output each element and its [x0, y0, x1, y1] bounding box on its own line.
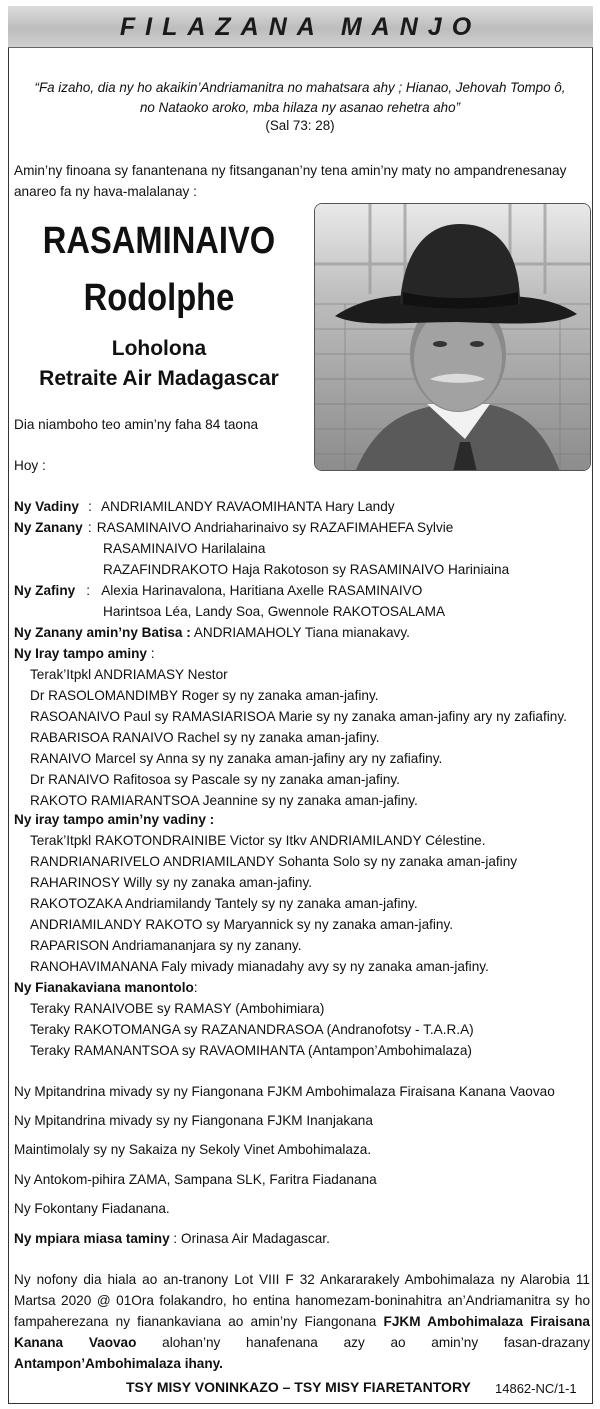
iray-aminy-item: RANAIVO Marcel sy Anna sy ny zanaka aman-jafiny ary ny zafiafiny. [30, 751, 443, 766]
iray-vadiny-item: RAKOTOZAKA Andriamilandy Tantely sy ny zanaka aman-jafiny. [30, 896, 418, 911]
portrait-illustration [315, 204, 591, 471]
mpiara-row: Ny mpiara miasa taminy : Orinasa Air Madagascar. [14, 1231, 330, 1246]
iray-aminy-item: Terak’Itpkl ANDRIAMASY Nestor [30, 667, 228, 682]
batisa-value: ANDRIAMAHOLY Tiana mianakavy. [193, 625, 410, 640]
iray-vadiny-item: RANOHAVIMANANA Faly mivady mianadahy avy sy ny zanaka aman-jafiny. [30, 959, 489, 974]
age-text: Dia niamboho teo amin’ny faha 84 taona [14, 417, 259, 432]
funeral-burial-place: Antampon’Ambohimalaza ihany. [14, 1356, 223, 1371]
vadiny-label: Ny Vadiny [14, 499, 79, 514]
mourner-line: Ny Antokom-pihira ZAMA, Sampana SLK, Faritra Fiadanana [14, 1172, 377, 1187]
vadiny-value: ANDRIAMILANDY RAVAOMIHANTA Hary Landy [100, 499, 395, 514]
iray-aminy-item: Dr RANAIVO Rafitosoa sy Pascale sy ny zanaka aman-jafiny. [30, 772, 400, 787]
fianakaviana-item: Teraky RANAIVOBE sy RAMASY (Ambohimiara) [30, 1001, 325, 1016]
mpiara-label: Ny mpiara miasa taminy [14, 1231, 170, 1246]
iray-vadiny-item: RAHARINOSY Willy sy ny zanaka aman-jafiny. [30, 875, 313, 890]
deceased-title: Loholona [111, 337, 207, 360]
iray-aminy-row: Ny Iray tampo aminy : [14, 646, 155, 661]
iray-aminy-item: RASOANAIVO Paul sy RAMASIARISOA Marie sy ny zanaka aman-jafiny ary ny zafiafiny. [30, 709, 567, 724]
zanany-item: RASAMINAIVO Andriaharinaivo sy RAZAFIMAHEFA Sylvie [96, 520, 454, 535]
deceased-role: Retraite Air Madagascar [39, 367, 279, 390]
mpiara-value: Orinasa Air Madagascar. [181, 1231, 330, 1246]
zanany-item: RASAMINAIVO Harilalaina [103, 541, 266, 556]
deceased-portrait [314, 203, 591, 471]
funeral-text-2: alohan’ny hanafenana azy ao amin’ny fasan-drazany [162, 1335, 590, 1350]
notice-header [8, 6, 593, 48]
mourner-line: Maintimolaly sy ny Sakaiza ny Sekoly Vinet Ambohimalaza. [14, 1142, 372, 1157]
fianakaviana-item: Teraky RAKOTOMANGA sy RAZANANDRASOA (Andranofotsy - T.A.R.A) [30, 1022, 474, 1037]
mourner-line: Ny Mpitandrina mivady sy ny Fiangonana FJKM Inanjakana [14, 1113, 373, 1128]
intro-line-1: Amin’ny finoana sy fanantenana ny fitsanganan’ny tena amin’ny maty no ampandrenesanay [14, 163, 567, 178]
deceased-surname: RASAMINAIVO [42, 220, 276, 262]
iray-vadiny-item: Terak’Itpkl RAKOTONDRAINIBE Victor sy Itkv ANDRIAMILANDY Célestine. [30, 833, 486, 848]
reference-number: 14862-NC/1-1 [495, 1381, 577, 1396]
fianakaviana-label: Ny Fianakaviana manontolo [14, 980, 194, 995]
hoy-label: Hoy : [14, 458, 46, 473]
deceased-firstname: Rodolphe [83, 277, 235, 319]
fianakaviana-item: Teraky RAMANANTSOA sy RAVAOMIHANTA (Antampon’Ambohimalaza) [30, 1043, 472, 1058]
iray-aminy-label: Ny Iray tampo aminy [14, 646, 147, 661]
quote-line-1: “Fa izaho, dia ny ho akaikin’Andriamanitra no mahatsara ahy ; Hianao, Jehovah Tompo ô, [34, 80, 566, 95]
quote-line-2: no Nataoko aroko, mba hilaza ny asanao rehetra aho” [139, 100, 461, 115]
zanany-row: Ny Zanany:RASAMINAIVO Andriaharinaivo sy RAZAFIMAHEFA Sylvie [14, 520, 454, 535]
intro-line-2: anareo fa ny hava-malalanay : [14, 184, 197, 199]
zafiny-item: Harintsoa Léa, Landy Soa, Gwennole RAKOTOSALAMA [103, 604, 446, 619]
bible-quote [16, 78, 584, 118]
funeral-church: FJKM Ambohimalaza Firaisana Kanana Vaovao [14, 1314, 590, 1350]
iray-aminy-item: RAKOTO RAMIARANTSOA Jeannine sy ny zanaka aman-jafiny. [30, 793, 418, 808]
mourner-line: Ny Mpitandrina mivady sy ny Fiangonana FJKM Ambohimalaza Firaisana Kanana Vaovao [14, 1084, 555, 1099]
vadiny-row: Ny Vadiny:ANDRIAMILANDY RAVAOMIHANTA Hary Landy [14, 499, 395, 514]
zanany-label: Ny Zanany [14, 520, 83, 535]
batisa-row [14, 625, 410, 640]
intro-text [14, 160, 589, 202]
zafiny-row: Ny Zafiny:Alexia Harinavalona, Haritiana Axelle RASAMINAIVO [14, 583, 423, 598]
quote-verse: (Sal 73: 28) [265, 118, 335, 133]
funeral-text-1: Ny nofony dia hiala ao an-tranony Lot VIII F 32 Ankararakely Ambohimalaza ny Alarobia 11 Martsa 2020 @ 01Ora folakandro, ho entina hanomezam-boninahitra an’Andriamanitra sy ho fampaherezana ny fianankaviana ao amin’ny Fiangonana [14, 1272, 590, 1329]
funeral-details [14, 1269, 590, 1374]
zanany-item: RAZAFINDRAKOTO Haja Rakotoson sy RASAMINAIVO Hariniaina [103, 562, 510, 577]
zafiny-item: Alexia Harinavalona, Haritiana Axelle RASAMINAIVO [101, 583, 423, 598]
mourner-line: Ny Fokontany Fiadanana. [14, 1201, 170, 1216]
iray-vadiny-item: ANDRIAMILANDY RAKOTO sy Maryannick sy ny zanaka aman-jafiny. [30, 917, 454, 932]
iray-vadiny-item: RAPARISON Andriamananjara sy ny zanany. [30, 938, 302, 953]
iray-aminy-item: Dr RASOLOMANDIMBY Roger sy ny zanaka aman-jafiny. [30, 688, 379, 703]
iray-aminy-item: RABARISOA RANAIVO Rachel sy ny zanaka aman-jafiny. [30, 730, 380, 745]
zafiny-label: Ny Zafiny [14, 583, 76, 598]
header-title: FILAZANA MANJO [119, 13, 482, 41]
iray-vadiny-item: RANDRIANARIVELO ANDRIAMILANDY Sohanta Solo sy ny zanaka aman-jafiny [30, 854, 518, 869]
fianakaviana-row: Ny Fianakaviana manontolo: [14, 980, 198, 995]
footer-notice: TSY MISY VONINKAZO – TSY MISY FIARETANTORY [126, 1379, 471, 1395]
iray-vadiny-label: Ny iray tampo amin’ny vadiny : [14, 812, 215, 827]
batisa-label: Ny Zanany amin’ny Batisa : [14, 625, 191, 640]
